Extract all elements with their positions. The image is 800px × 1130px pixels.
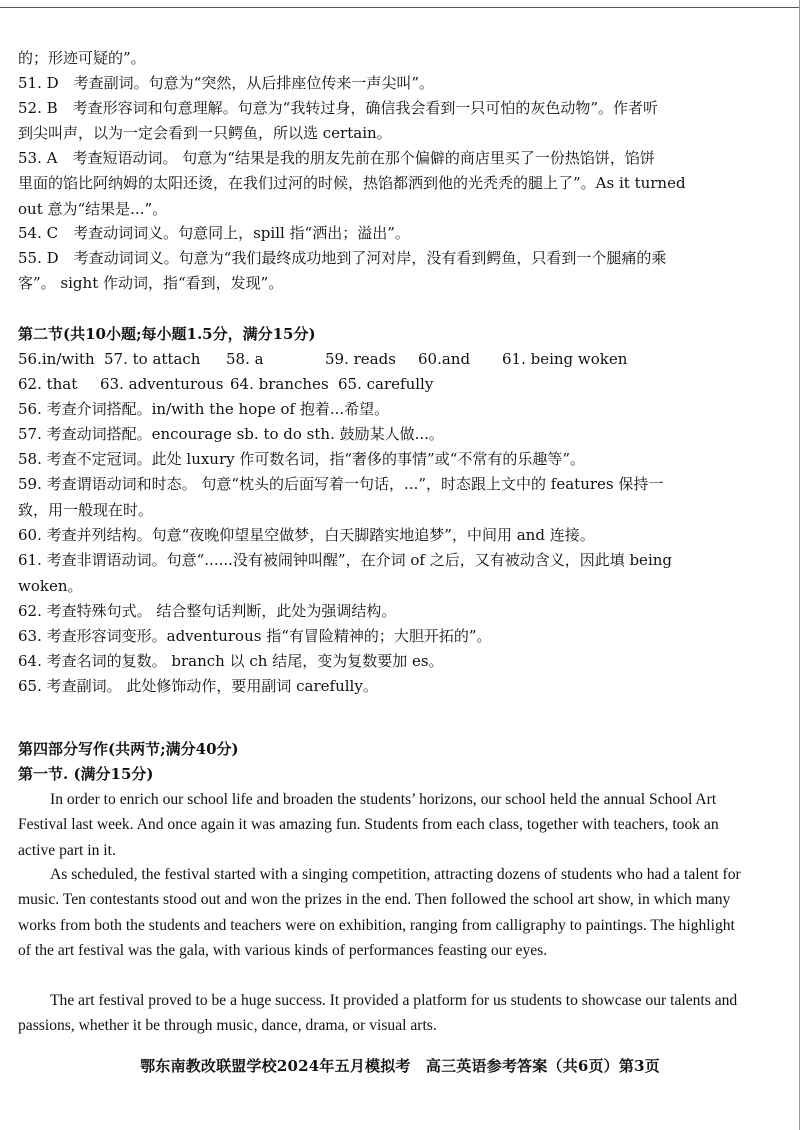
key-58: 58. a — [226, 350, 264, 368]
key-56: 56.in/with — [18, 350, 95, 368]
key-64: 64. branches — [230, 375, 329, 393]
explanation-61-line-2: woken。 — [18, 577, 83, 595]
essay-paragraph-3: The art festival proved to be a huge success. It provided a platform for us students to showcase our talents and passions, whether it be through music, dance, drama, or visual arts. — [18, 992, 738, 1035]
answer-54: 54. C 考查动词词义。句意同上，spill 指“洒出；溢出”。 — [18, 224, 410, 242]
key-65: 65. carefully — [338, 375, 434, 393]
answer-53-line-3: out 意为“结果是...”。 — [18, 200, 168, 218]
explanation-58: 58. 考查不定冠词。此处 luxury 作可数名词，指“奢侈的事情”或“不常有的乐趣等”。 — [18, 450, 586, 468]
key-59: 59. reads — [325, 350, 396, 368]
continued-line: 的；形迹可疑的”。 — [18, 49, 146, 67]
page-footer: 鄂东南教改联盟学校2024年五月模拟考 高三英语参考答案（共6页）第3页 — [140, 1057, 660, 1075]
explanation-57: 57. 考查动词搭配。encourage sb. to do sth. 鼓励某人做...。 — [18, 425, 444, 443]
explanation-59-line-2: 致，用一般现在时。 — [18, 501, 154, 519]
explanation-65: 65. 考查副词。 此处修饰动作，要用副词 carefully。 — [18, 677, 378, 695]
answer-53-line-1: 53. A 考查短语动词。 句意为“结果是我的朋友先前在那个偏僻的商店里买了一份热馅饼，馅饼 — [18, 149, 655, 167]
explanation-63: 63. 考查形容词变形。adventurous 指“有冒险精神的；大胆开拓的”。 — [18, 627, 492, 645]
explanation-59-line-1: 59. 考查谓语动词和时态。 句意“枕头的后面写着一句话，...”，时态跟上文中的 features 保持一 — [18, 475, 664, 493]
answer-53-line-2: 里面的馅比阿纳姆的太阳还烫，在我们过河的时候，热馅都洒到他的光秃秃的腿上了”。As it turned — [18, 174, 686, 192]
answer-52-line-2: 到尖叫声，以为一定会看到一只鳄鱼，所以选 certain。 — [18, 124, 392, 142]
answer-52-line-1: 52. B 考查形容词和句意理解。句意为“我转过身，确信我会看到一只可怕的灰色动物”。作者听 — [18, 99, 658, 117]
answer-55-line-1: 55. D 考查动词词义。句意为“我们最终成功地到了河对岸，没有看到鳄鱼，只看到一个腿痛的乘 — [18, 249, 667, 267]
explanation-60: 60. 考查并列结构。句意“夜晚仰望星空做梦，白天脚踏实地追梦”，中间用 and 连接。 — [18, 526, 595, 544]
top-divider — [0, 7, 800, 8]
key-57: 57. to attach — [104, 350, 201, 368]
answer-55-line-2: 客”。 sight 作动词，指“看到，发现”。 — [18, 274, 284, 292]
essay-paragraph-2: As scheduled, the festival started with a singing competition, attracting dozens of students who had a talent for music. Ten contestants stood out and won the prizes in the end. Then followed the school art show, in which many works from both the students and teachers were on exhibition, ranging from calligraphy to paintings. The highlight of the art festival was the gala, with various kinds of performances feasting our eyes. — [18, 866, 741, 960]
explanation-64: 64. 考查名词的复数。 branch 以 ch 结尾，变为复数要加 es。 — [18, 652, 444, 670]
section-1-heading: 第一节. (满分15分) — [18, 765, 154, 783]
part-4-heading: 第四部分写作(共两节;满分40分) — [18, 740, 239, 758]
key-63: 63. adventurous — [100, 375, 224, 393]
essay-paragraph-1: In order to enrich our school life and broaden the students’ horizons, our school held the annual School Art Festival last week. And once again it was amazing fun. Students from each class, together with teachers, took an active part in it. — [18, 791, 719, 859]
key-60: 60.and — [418, 350, 471, 368]
section-2-heading: 第二节(共10小题;每小题1.5分，满分15分) — [18, 325, 316, 343]
explanation-61-line-1: 61. 考查非谓语动词。句意“......没有被闹钟叫醒”，在介词 of 之后，又有被动含义，因此填 being — [18, 551, 672, 569]
key-62: 62. that — [18, 375, 78, 393]
explanation-56: 56. 考查介词搭配。in/with the hope of 抱着...希望。 — [18, 400, 390, 418]
answer-51: 51. D 考查副词。句意为“突然，从后排座位传来一声尖叫”。 — [18, 74, 434, 92]
key-61: 61. being woken — [502, 350, 628, 368]
explanation-62: 62. 考查特殊句式。 结合整句话判断，此处为强调结构。 — [18, 602, 397, 620]
